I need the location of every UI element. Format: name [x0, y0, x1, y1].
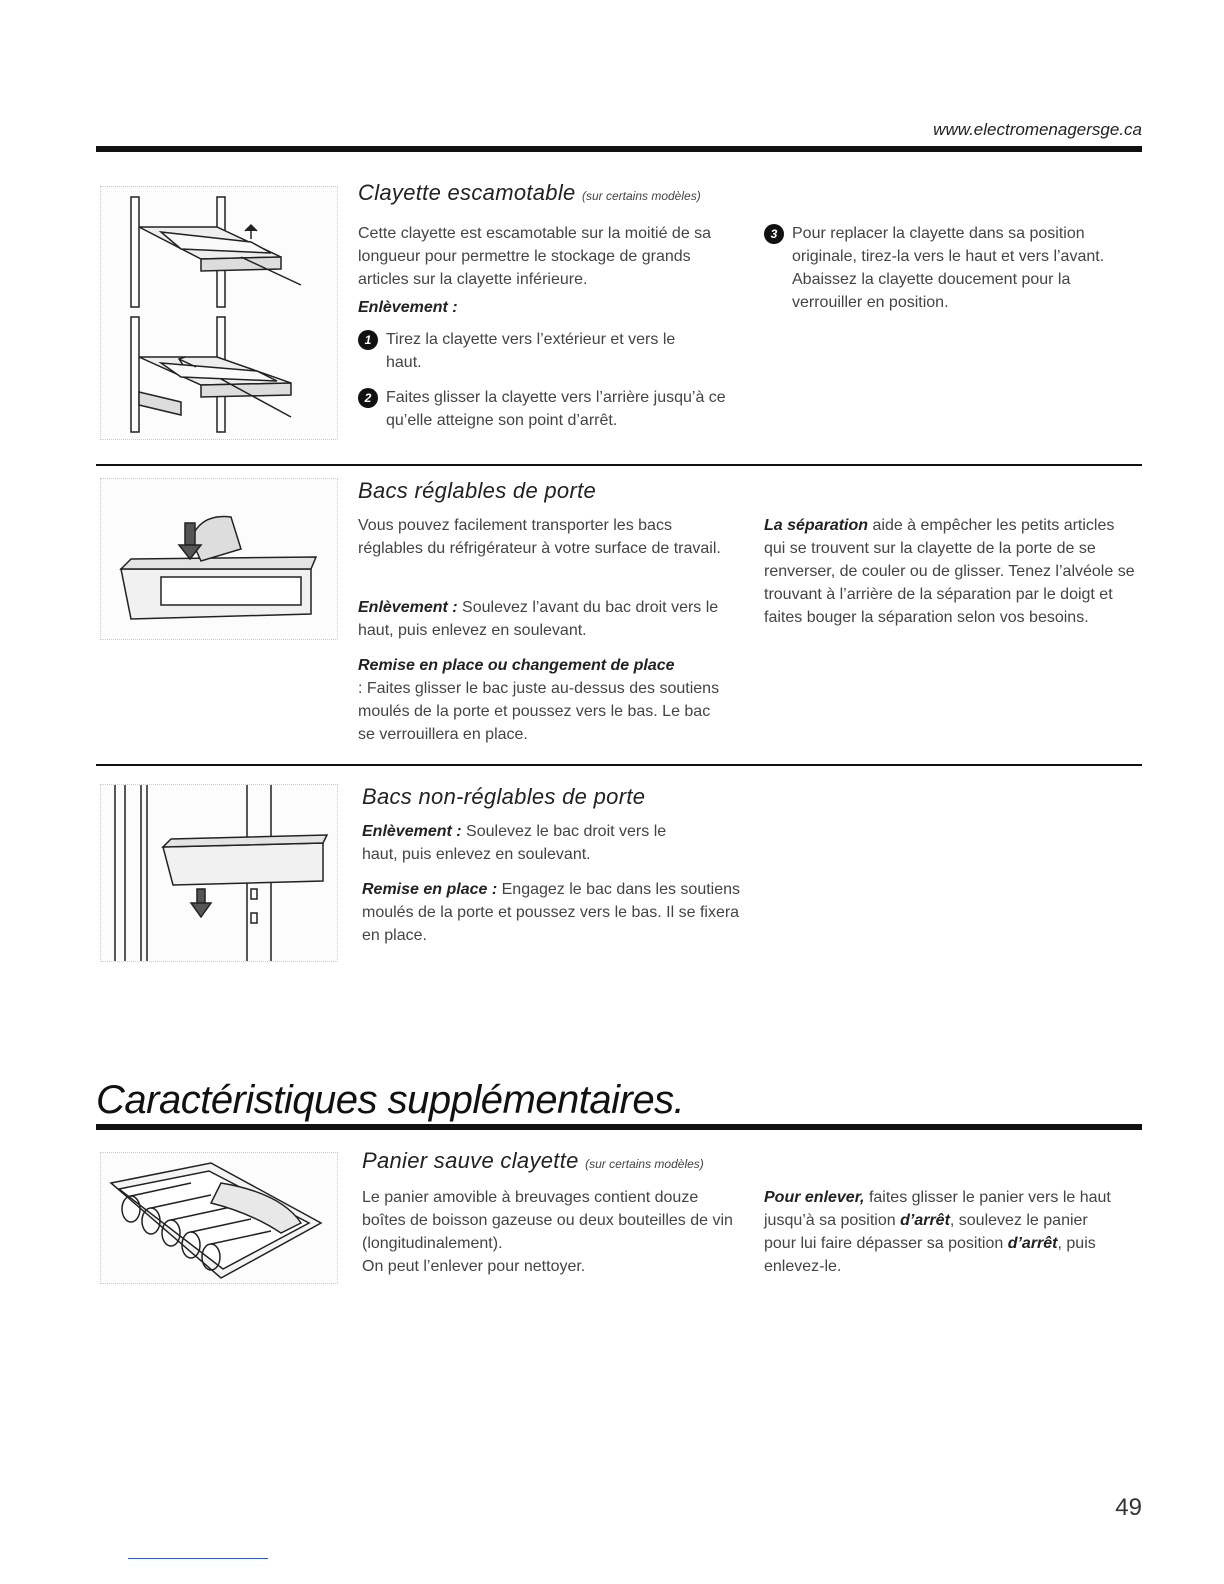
retractable-shelf-diagram	[101, 187, 337, 439]
panier-title-note: (sur certains modèles)	[585, 1157, 704, 1171]
step-number-icon: 1	[358, 330, 378, 350]
remove-text-a: faites glisser le panier vers le haut jusqu’à sa position	[764, 1189, 1111, 1229]
removal-label: Enlèvement :	[362, 823, 462, 840]
stop-label: d’arrêt	[900, 1212, 950, 1229]
website-url: www.electromenagersge.ca	[933, 120, 1142, 139]
bacs-non-reglables-title: Bacs non-réglables de porte	[362, 784, 646, 809]
shelf-illustration	[100, 186, 338, 440]
section-heading-rule	[96, 1124, 1142, 1130]
step-number-icon: 3	[764, 224, 784, 244]
page-number: 49	[1115, 1494, 1142, 1521]
bacs-reglables-title: Bacs réglables de porte	[358, 478, 597, 503]
remove-text-c: , puis enlevez-le.	[764, 1235, 1096, 1275]
clayette-step-1-text: Tirez la clayette vers l’extérieur et vers le haut.	[386, 331, 676, 371]
header-rule	[96, 146, 1142, 152]
separation-label: La séparation	[764, 517, 869, 534]
panier-removal	[764, 1186, 1124, 1278]
adjustable-bin-illustration	[100, 478, 338, 640]
clayette-step-2-text: Faites glisser la clayette vers l’arrière jusqu’à ce qu’elle atteigne son point d’arrêt.	[386, 389, 726, 429]
separation-paragraph	[764, 514, 1136, 629]
replace-text: Engagez le bac dans les soutiens moulés de la porte et poussez vers le bas. Il se fixera en place.	[362, 881, 741, 944]
bacs-reglables-removal	[358, 596, 738, 642]
panier-title	[362, 1148, 704, 1174]
remove-label: Pour enlever,	[764, 1189, 865, 1206]
panier-intro-text: Le panier amovible à breuvages contient douze boîtes de boisson gazeuse ou deux bouteilles de vin (longitudinalement).	[362, 1189, 733, 1252]
clayette-title	[358, 180, 701, 206]
removal-text: Soulevez l’avant du bac droit vers le haut, puis enlevez en soulevant.	[358, 599, 719, 639]
replace-label: Remise en place :	[362, 881, 498, 898]
clayette-intro: Cette clayette est escamotable sur la moitié de sa longueur pour permettre le stockage de grands articles sur la clayette inférieure.	[358, 225, 712, 288]
clayette-title-text: Clayette escamotable	[358, 180, 576, 205]
basket-illustration	[100, 1152, 338, 1284]
panier-title-text: Panier sauve clayette	[362, 1148, 579, 1173]
beverage-basket-diagram	[101, 1153, 337, 1283]
separation-text: aide à empêcher les petits articles qui se trouvent sur la clayette de la porte de se renverser, de couler ou de glisser. Tenez l’alvéole se trouvant à l’arrière de la séparation par le doigt et faites bouger la séparation selon vos besoins.	[764, 517, 1135, 626]
removal-text: Soulevez le bac droit vers le haut, puis enlevez en soulevant.	[362, 823, 667, 863]
removal-label: Enlèvement :	[358, 599, 458, 616]
panier-intro-text-2: On peut l’enlever pour nettoyer.	[362, 1258, 586, 1275]
bacs-non-reglables-replace	[362, 878, 742, 947]
clayette-removal-label: Enlèvement :	[358, 299, 458, 316]
fixed-bin-illustration	[100, 784, 338, 962]
section-heading: Caractéristiques supplémentaires.	[96, 1078, 685, 1122]
clayette-step-1	[358, 328, 708, 374]
remove-text-b: , soulevez le panier pour lui faire dépasser sa position	[764, 1212, 1088, 1252]
section-divider	[96, 764, 1142, 766]
bacs-reglables-replace	[358, 654, 728, 746]
fixed-bin-diagram	[101, 785, 337, 961]
clayette-step-3	[764, 222, 1140, 314]
clayette-step-3-text: Pour replacer la clayette dans sa position originale, tirez-la vers le haut et vers l’avant. Abaissez la clayette doucement pour la verrouiller en position.	[792, 225, 1105, 311]
bacs-non-reglables-removal	[362, 820, 682, 866]
replace-text: : Faites glisser le bac juste au-dessus des soutiens moulés de la porte et poussez vers le bas. Le bac se verrouillera en place.	[358, 680, 720, 743]
clayette-title-note: (sur certains modèles)	[581, 189, 701, 203]
stop-label-2: d’arrêt	[1007, 1235, 1058, 1252]
section-divider	[96, 464, 1142, 466]
clayette-step-2	[358, 386, 738, 432]
panier-intro	[362, 1186, 740, 1278]
step-number-icon: 2	[358, 388, 378, 408]
footer-line	[128, 1558, 268, 1559]
replace-label: Remise en place ou changement de place	[358, 657, 675, 674]
adjustable-bin-diagram	[101, 479, 337, 639]
bacs-reglables-intro: Vous pouvez facilement transporter les bacs réglables du réfrigérateur à votre surface de travail.	[358, 517, 721, 557]
